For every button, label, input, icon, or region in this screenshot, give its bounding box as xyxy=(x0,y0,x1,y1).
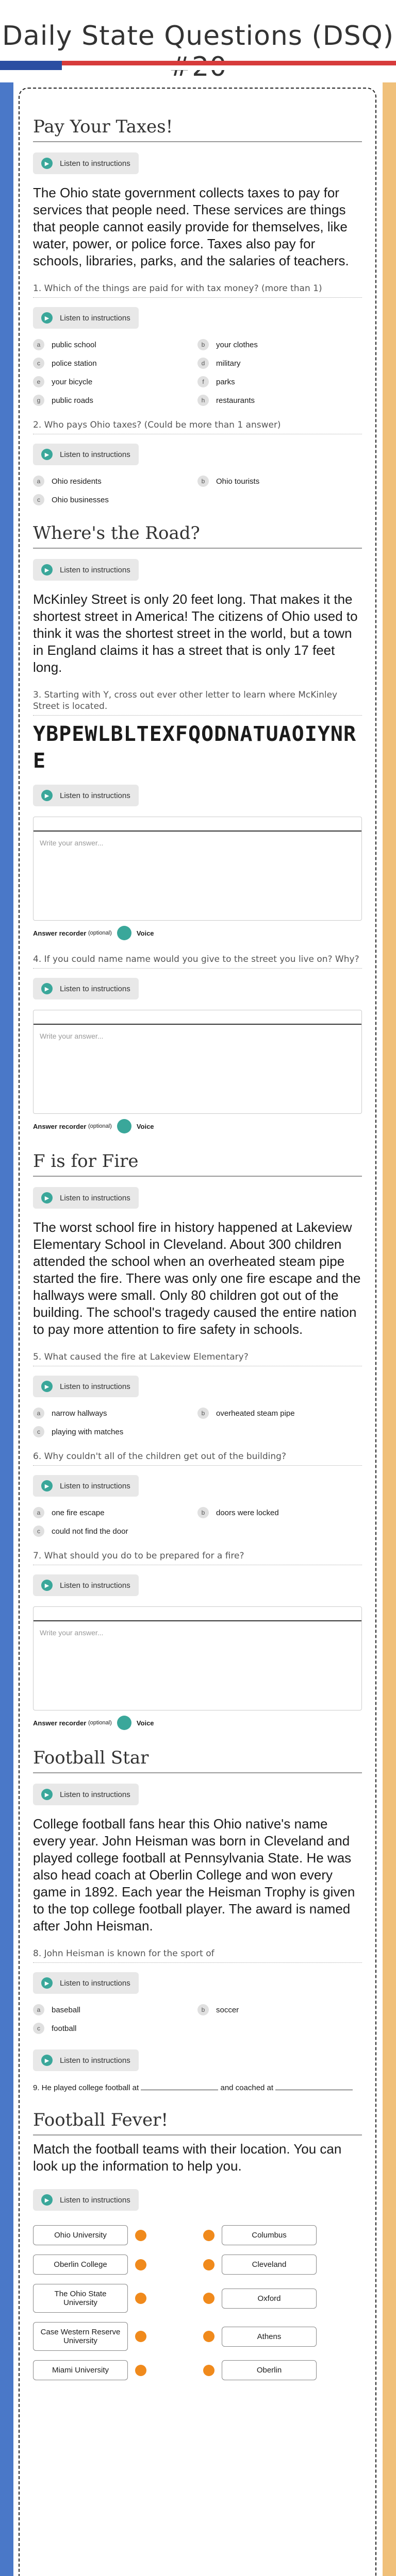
section-heading: Football Star xyxy=(33,1748,362,1773)
options-grid xyxy=(33,339,362,406)
answer-recorder xyxy=(33,926,362,940)
listen-label: Listen to instructions xyxy=(60,791,130,800)
option-letter: b xyxy=(197,476,209,487)
listen-button[interactable] xyxy=(33,444,139,465)
listen-button[interactable] xyxy=(33,785,139,806)
listen-button[interactable] xyxy=(33,2189,139,2211)
question-prompt: 3. Starting with Y, cross out ever other letter to learn where McKinley Street is located. xyxy=(33,689,362,716)
option[interactable] xyxy=(33,2023,197,2034)
option-letter: c xyxy=(33,2023,44,2034)
recorder-optional: (optional) xyxy=(88,1720,112,1726)
option-label: restaurants xyxy=(216,396,255,405)
listen-label: Listen to instructions xyxy=(60,2195,130,2205)
question-prompt: 7. What should you do to be prepared for a fire? xyxy=(33,1550,362,1565)
option-letter: g xyxy=(33,395,44,406)
editor-toolbar xyxy=(34,1607,361,1621)
match-left-item[interactable]: The Ohio State University xyxy=(33,2284,128,2313)
match-right-item[interactable]: Athens xyxy=(222,2327,317,2347)
option-letter: a xyxy=(33,1507,44,1518)
match-row xyxy=(33,2225,362,2245)
option-label: your clothes xyxy=(216,340,258,349)
match-dot[interactable] xyxy=(135,2293,146,2304)
worksheet-panel xyxy=(19,88,376,2576)
match-left-item[interactable]: Case Western Reserve University xyxy=(33,2322,128,2351)
option[interactable] xyxy=(197,395,362,406)
option-label: military xyxy=(216,359,241,368)
right-border-stripe xyxy=(383,82,396,2576)
option-label: police station xyxy=(52,359,97,368)
option[interactable] xyxy=(33,376,197,387)
option[interactable] xyxy=(33,358,197,369)
answer-placeholder: Write your answer... xyxy=(40,839,104,847)
option-label: public school xyxy=(52,340,96,349)
option-label: parks xyxy=(216,377,235,386)
option[interactable] xyxy=(197,358,362,369)
play-icon: ▶ xyxy=(41,1789,53,1800)
listen-label: Listen to instructions xyxy=(60,159,130,168)
option-label: Ohio tourists xyxy=(216,477,260,486)
play-icon: ▶ xyxy=(41,1192,53,1204)
listen-label: Listen to instructions xyxy=(60,450,130,459)
option[interactable] xyxy=(33,395,197,406)
answer-recorder xyxy=(33,1716,362,1730)
option[interactable] xyxy=(197,1507,362,1518)
record-button[interactable] xyxy=(117,1119,131,1133)
listen-button[interactable] xyxy=(33,1187,139,1209)
option-letter: c xyxy=(33,1426,44,1437)
option[interactable] xyxy=(33,1426,197,1437)
passage-text: The worst school fire in history happened at Lakeview Elementary School in Cleveland. About 300 children attended the school when an overheated steam pipe started the fire. There was only one fire escape and the hallways were small. Only 80 children got out of the building. The school's tragedy caused the entire nation to pay more attention to fire safety in schools. xyxy=(33,1219,361,1337)
play-icon: ▶ xyxy=(41,564,53,575)
option-label: your bicycle xyxy=(52,377,93,386)
play-icon: ▶ xyxy=(41,2194,53,2206)
question-prompt: 8. John Heisman is known for the sport of xyxy=(33,1948,362,1963)
match-dot[interactable] xyxy=(135,2331,146,2342)
play-icon: ▶ xyxy=(41,790,53,801)
option-letter: b xyxy=(197,2004,209,2015)
flag-blue-field xyxy=(0,61,62,70)
section-heading: Pay Your Taxes! xyxy=(33,116,362,142)
match-row xyxy=(33,2322,362,2351)
option[interactable] xyxy=(33,1408,197,1419)
option[interactable] xyxy=(33,1507,197,1518)
listen-button[interactable] xyxy=(33,1376,139,1397)
flag-red-stripe xyxy=(62,61,396,65)
listen-label: Listen to instructions xyxy=(60,1581,130,1590)
option-letter: a xyxy=(33,2004,44,2015)
match-dot[interactable] xyxy=(135,2230,146,2241)
play-icon: ▶ xyxy=(41,449,53,460)
play-icon: ▶ xyxy=(41,1977,53,1989)
listen-button[interactable] xyxy=(33,1475,139,1497)
match-row xyxy=(33,2255,362,2275)
options-grid xyxy=(33,476,362,505)
passage-text: The Ohio state government collects taxes to pay for services that people need. These services are things that people cannot easily provide for themselves, like water, power, or police force. Taxes also pay for schools, libraries, parks, and the salaries of teachers. xyxy=(33,185,349,268)
listen-button[interactable] xyxy=(33,152,139,174)
listen-button[interactable] xyxy=(33,978,139,999)
option-label: narrow hallways xyxy=(52,1409,107,1418)
fill-before: 9. He played college football at xyxy=(33,2083,139,2092)
flag-banner xyxy=(0,61,396,70)
play-icon: ▶ xyxy=(41,1580,53,1591)
listen-label: Listen to instructions xyxy=(60,984,130,993)
play-icon: ▶ xyxy=(41,1381,53,1392)
answer-textarea[interactable] xyxy=(33,1606,362,1710)
letter-puzzle: YBPEWLBLTEXFQODNATUAOIYNRE xyxy=(33,722,357,773)
flag-white-stripe xyxy=(62,65,396,70)
option[interactable] xyxy=(197,2004,362,2015)
record-button[interactable] xyxy=(117,926,131,940)
option-label: could not find the door xyxy=(52,1527,128,1536)
question-prompt: 2. Who pays Ohio taxes? (Could be more than 1 answer) xyxy=(33,419,362,434)
option-label: overheated steam pipe xyxy=(216,1409,295,1418)
option-letter: b xyxy=(197,1507,209,1518)
option-letter: c xyxy=(33,358,44,369)
option-letter: c xyxy=(33,1526,44,1537)
match-dot[interactable] xyxy=(203,2230,214,2241)
option-letter: b xyxy=(197,1408,209,1419)
option-label: Ohio residents xyxy=(52,477,102,486)
match-dot[interactable] xyxy=(203,2331,214,2342)
listen-label: Listen to instructions xyxy=(60,2056,130,2065)
play-icon: ▶ xyxy=(41,1480,53,1492)
listen-button[interactable] xyxy=(33,1784,139,1805)
recorder-voice: Voice xyxy=(136,1122,154,1130)
listen-button[interactable] xyxy=(33,1972,139,1994)
option-label: baseball xyxy=(52,2005,80,2014)
recorder-voice: Voice xyxy=(136,929,154,937)
option[interactable] xyxy=(197,339,362,350)
option-label: soccer xyxy=(216,2005,239,2014)
match-dot[interactable] xyxy=(135,2259,146,2270)
editor-toolbar xyxy=(34,817,361,832)
recorder-label: Answer recorder xyxy=(33,1122,87,1130)
record-button[interactable] xyxy=(117,1716,131,1730)
play-icon: ▶ xyxy=(41,2055,53,2066)
recorder-optional: (optional) xyxy=(88,1123,112,1129)
match-dot[interactable] xyxy=(203,2293,214,2304)
option-letter: c xyxy=(33,494,44,505)
option-label: football xyxy=(52,2024,77,2033)
option[interactable] xyxy=(33,476,197,487)
passage-text: McKinley Street is only 20 feet long. That makes it the shortest street in America! The citizens of Ohio used to think it was the shortest street in the world, but a town in England claims it has a street that is only 17 feet long. xyxy=(33,591,358,675)
listen-label: Listen to instructions xyxy=(60,1790,130,1799)
recorder-label: Answer recorder xyxy=(33,929,87,937)
recorder-voice: Voice xyxy=(136,1719,154,1727)
matching-exercise xyxy=(33,2225,362,2380)
listen-label: Listen to instructions xyxy=(60,565,130,574)
answer-recorder xyxy=(33,1119,362,1133)
match-left-item[interactable]: Miami University xyxy=(33,2360,128,2380)
match-dot[interactable] xyxy=(203,2365,214,2376)
recorder-label: Answer recorder xyxy=(33,1719,87,1727)
answer-placeholder: Write your answer... xyxy=(40,1032,104,1040)
option-letter: a xyxy=(33,1408,44,1419)
option-letter: h xyxy=(197,395,209,406)
match-right-item[interactable]: Columbus xyxy=(222,2225,317,2245)
option[interactable] xyxy=(197,376,362,387)
option[interactable] xyxy=(33,339,197,350)
answer-textarea[interactable] xyxy=(33,817,362,921)
option-letter: a xyxy=(33,476,44,487)
listen-button[interactable] xyxy=(33,2049,139,2071)
option[interactable] xyxy=(33,494,197,505)
match-left-item[interactable]: Ohio University xyxy=(33,2225,128,2245)
question-prompt: 1. Which of the things are paid for with tax money? (more than 1) xyxy=(33,283,362,298)
question-prompt: 5. What caused the fire at Lakeview Elementary? xyxy=(33,1351,362,1366)
listen-button[interactable] xyxy=(33,307,139,329)
fill-after: and coached at xyxy=(220,2083,274,2092)
match-row xyxy=(33,2284,362,2313)
match-dot[interactable] xyxy=(135,2365,146,2376)
section-heading: Where's the Road? xyxy=(33,523,362,549)
match-row xyxy=(33,2360,362,2380)
match-dot[interactable] xyxy=(203,2259,214,2270)
question-prompt: 4. If you could name name would you give to the street you live on? Why? xyxy=(33,954,362,969)
match-left-item[interactable]: Oberlin College xyxy=(33,2255,128,2275)
page-title: Daily State Questions (DSQ) xyxy=(2,21,394,52)
section-heading: F is for Fire xyxy=(33,1151,362,1177)
play-icon: ▶ xyxy=(41,312,53,324)
option-label: one fire escape xyxy=(52,1508,105,1517)
answer-placeholder: Write your answer... xyxy=(40,1629,104,1637)
options-grid xyxy=(33,1408,362,1437)
option[interactable] xyxy=(33,2004,197,2015)
option-letter: f xyxy=(197,376,209,387)
left-border-stripe xyxy=(0,82,13,2576)
option-letter: b xyxy=(197,339,209,350)
option[interactable] xyxy=(197,1408,362,1419)
question-prompt: 6. Why couldn't all of the children get out of the building? xyxy=(33,1451,362,1466)
option-label: doors were locked xyxy=(216,1508,279,1517)
listen-label: Listen to instructions xyxy=(60,1382,130,1391)
match-right-item[interactable]: Cleveland xyxy=(222,2255,317,2275)
options-grid xyxy=(33,1507,362,1537)
editor-toolbar xyxy=(34,1010,361,1025)
play-icon: ▶ xyxy=(41,983,53,994)
match-right-item[interactable]: Oxford xyxy=(222,2289,317,2309)
option[interactable] xyxy=(197,476,362,487)
option-letter: a xyxy=(33,339,44,350)
option-letter: e xyxy=(33,376,44,387)
match-right-item[interactable]: Oberlin xyxy=(222,2360,317,2380)
listen-button[interactable] xyxy=(33,559,139,581)
passage-text: Match the football teams with their location. You can look up the information to help you. xyxy=(33,2141,342,2174)
recorder-optional: (optional) xyxy=(88,930,112,936)
listen-label: Listen to instructions xyxy=(60,1978,130,1988)
options-grid xyxy=(33,2004,362,2034)
listen-label: Listen to instructions xyxy=(60,1481,130,1490)
passage-text: College football fans hear this Ohio native's name every year. John Heisman was born in Cleveland and played college football at Pennsylvania State. He was also head coach at Oberlin College and won every game in 1892. Each year the Heisman Trophy is given to the top college football player. The award is named after John Heisman. xyxy=(33,1816,355,1934)
option-letter: d xyxy=(197,358,209,369)
option-label: playing with matches xyxy=(52,1427,124,1436)
listen-label: Listen to instructions xyxy=(60,313,130,323)
listen-button[interactable] xyxy=(33,1574,139,1596)
listen-label: Listen to instructions xyxy=(60,1193,130,1202)
option[interactable] xyxy=(33,1526,197,1537)
section-heading: Football Fever! xyxy=(33,2110,362,2136)
play-icon: ▶ xyxy=(41,158,53,169)
option-label: Ohio businesses xyxy=(52,495,109,504)
answer-textarea[interactable] xyxy=(33,1010,362,1114)
option-label: public roads xyxy=(52,396,93,405)
fill-in-sentence xyxy=(33,2083,362,2092)
